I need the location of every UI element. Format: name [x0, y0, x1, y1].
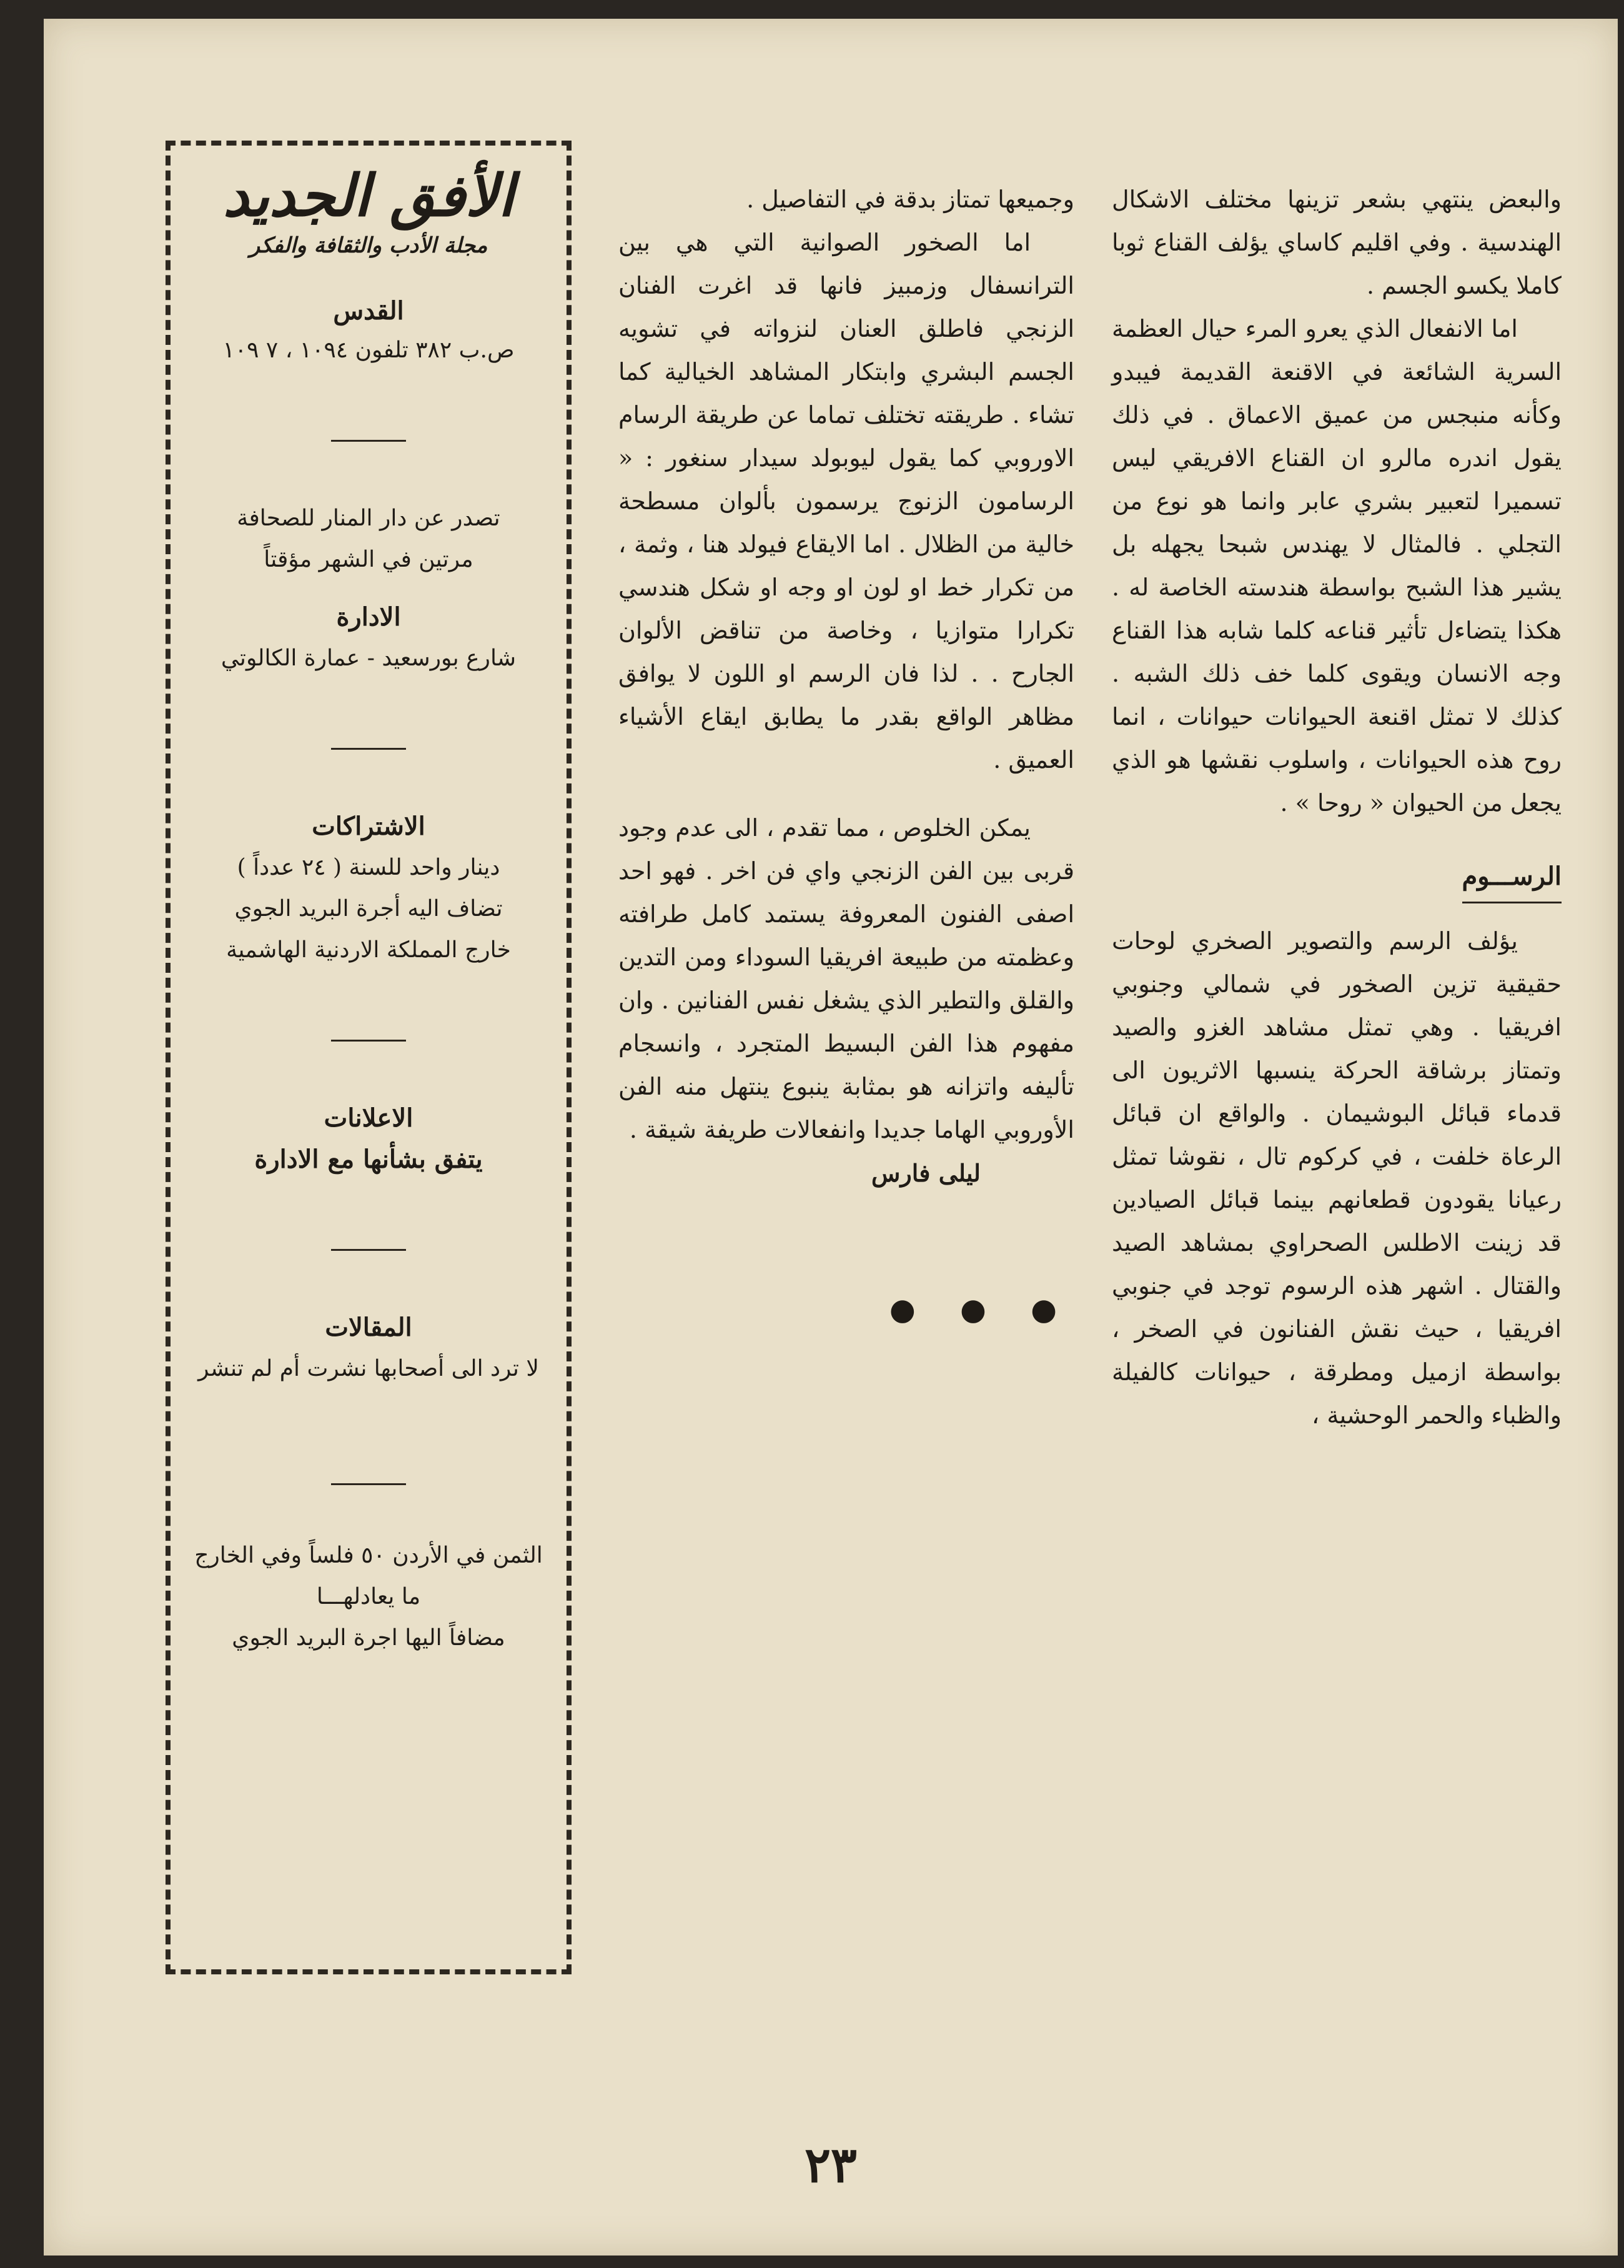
divider — [331, 1483, 406, 1485]
author-signature: ليلى فارس — [871, 1159, 981, 1187]
articles-text: لا ترد الى أصحابها نشرت أم لم تنشر — [198, 1356, 539, 1381]
magazine-page — [44, 19, 1618, 2256]
article-paragraph: يمكن الخلوص ، مما تقدم ، الى عدم وجود قربى بين الفن الزنجي واي فن اخر . فهو احد اصفى الفنون المعروفة يستمد كامل طرافته وعظمته من طبيعة افريقيا السوداء ومن التدين والقلق والتطير الذي يشغل نفس الفنانين . وان مفهوم هذا الفن البسيط المتجرد ، وانسجام تأليفه واتزانه هو بمثابة ينبوع ينتهل منه الفن الأوروبي الهاما جديدا وانفعالات طريفة شيقة . — [618, 814, 1074, 1143]
article-paragraph: يؤلف الرسم والتصوير الصخري لوحات حقيقية تزين الصخور في شمالي وجنوبي افريقيا . وهي تمثل مشاهد الغزو والصيد وتمتاز برشاقة الحركة ينسبها الاثريون الى قدماء قبائل البوشيمان . والواقع ان قبائل الرعاة خلفت ، في كركوم تال ، نقوشا تمثل رعيانا يقودون قطعانهم بينما قبائل الصيادين قد زينت الاطلس الصحراوي بمشاهد الصيد والقتال . اشهر هذه الرسوم توجد في جنوبي افريقيا ، حيث نقش الفنانون في الصخر ، بواسطة ازميل ومطرقة ، حيوانات كالفيلة والظباء والحمر الوحشية ، — [1112, 927, 1562, 1429]
price-line: مضافاً اليها اجرة البريد الجوي — [232, 1625, 505, 1651]
city-label: القدس — [333, 296, 404, 326]
page-number: ٢٣ — [805, 2137, 857, 2194]
magazine-subtitle: مجلة الأدب والثقافة والفكر — [249, 233, 488, 258]
price-line: الثمن في الأردن ٥٠ فلساً وفي الخارج — [194, 1543, 543, 1568]
subscriptions-heading: الاشتراكات — [312, 812, 425, 841]
article-column-right — [1112, 178, 1562, 1437]
article-column-middle — [618, 178, 1074, 1331]
article-paragraph: وجميعها تمتاز بدقة في التفاصيل . — [746, 186, 1074, 213]
article-paragraph: اما الانفعال الذي يعرو المرء حيال العظمة السرية الشائعة في الاقنعة القديمة فيبدو وكأنه منبجس من عميق الاعماق . في ذلك يقول اندره مالرو ان القناع الافريقي ليس تسميرا لتعبير بشري عابر وانما هو نوع من التجلي . فالمثال لا يهندس شبحا يجهله بل يشير هذا الشبح بواسطة هندسته الخاصة له . هكذا يتضاءل تأثير قناعه كلما شابه هذا القناع وجه الانسان ويقوى كلما خف ذلك الشبه . كذلك لا تمثل اقنعة الحيوانات حيوانات ، انما روح هذه الحيوانات ، واسلوب نقشها هو الذي يجعل من الحيوان « روحا » . — [1112, 315, 1562, 817]
price-line: ما يعادلهـــا — [316, 1584, 421, 1609]
administration-heading: الادارة — [336, 602, 401, 632]
ads-heading: الاعلانات — [324, 1103, 413, 1133]
article-paragraph: والبعض ينتهي بشعر تزينها مختلف الاشكال الهندسية . وفي اقليم كاساي يؤلف القناع ثوبا كاملا يكسو الجسم . — [1112, 186, 1562, 299]
article-paragraph: اما الصخور الصوانية التي هي بين الترانسفال وزمبيز فانها قد اغرت الفنان الزنجي فاطلق العنان لنزواته في تشويه الجسم البشري وابتكار المشاهد الخيالية كما تشاء . طريقته تختلف تماما عن طريقة الرسام الاوروبي كما يقول ليوبولد سيدار سنغور : « الرسامون الزنوج يرسمون بألوان مسطحة خالية من الظلال . اما الايقاع فيولد هنا ، وثمة ، من تكرار خط او لون او وجه او شكل هندسي تكرارا متوازيا ، وخاصة من تناقض الألوان الجارح . . لذا فان الرسم او اللون لا يوافق مظاهر الواقع بقدر ما يطابق ايقاع الأشياء العميق . — [618, 229, 1074, 773]
subscriptions-line: دينار واحد للسنة ( ٢٤ عدداً ) — [237, 855, 500, 880]
po-box-phone: ص.ب ٣٨٢ تلفون ١٠٩٤ ، ٧ ١٠٩ — [222, 337, 515, 363]
divider — [331, 1249, 406, 1251]
administration-address: شارع بورسعيد - عمارة الكالوتي — [220, 645, 517, 671]
subscriptions-line: خارج المملكة الاردنية الهاشمية — [226, 937, 511, 963]
divider — [331, 440, 406, 442]
end-mark: ● ● ● — [889, 1292, 1074, 1327]
ads-text: يتفق بشأنها مع الادارة — [254, 1145, 483, 1174]
section-heading: الرســـوم — [1462, 855, 1562, 903]
subscriptions-line: تضاف اليه أجرة البريد الجوي — [234, 896, 503, 922]
articles-heading: المقالات — [325, 1313, 412, 1342]
magazine-title: الأفق الجديد — [223, 162, 514, 229]
publisher-frequency: مرتين في الشهر مؤقتاً — [264, 547, 473, 572]
divider — [331, 748, 406, 750]
publisher-line: تصدر عن دار المنار للصحافة — [237, 505, 500, 531]
masthead-box — [166, 141, 572, 1974]
divider — [331, 1040, 406, 1042]
